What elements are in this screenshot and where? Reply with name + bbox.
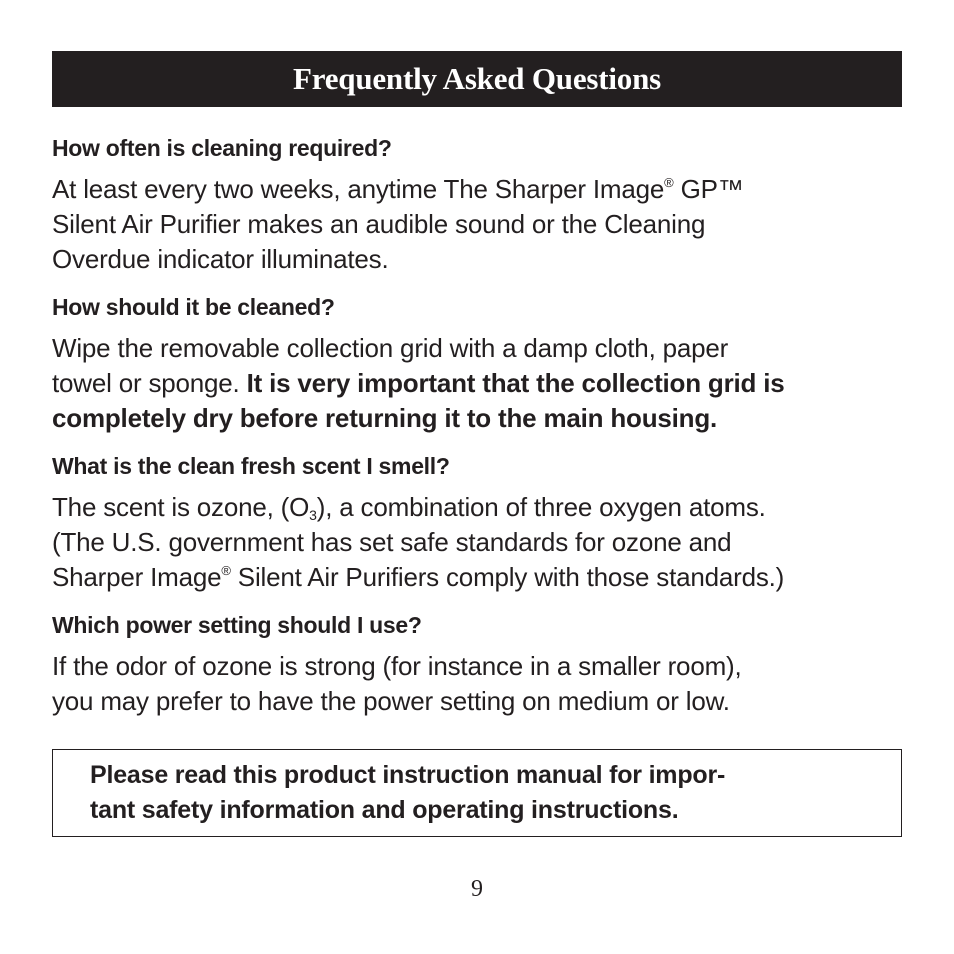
page-title-bar	[52, 51, 902, 107]
answer-text: The scent is ozone, (O	[52, 492, 310, 522]
answer-text: Sharper Image	[52, 562, 222, 592]
safety-notice-text	[90, 758, 877, 828]
faq-answer-scent	[52, 490, 902, 595]
answer-text: At least every two weeks, anytime The Sharper Image	[52, 174, 665, 204]
answer-text: ), a combination of three oxygen atoms.	[316, 492, 766, 522]
faq-answer-power-setting	[52, 649, 902, 719]
faq-question-cleaning-method: How should it be cleaned?	[52, 294, 335, 320]
faq-content	[52, 132, 902, 719]
answer-text: (The U.S. government has set safe standards for ozone and	[52, 527, 732, 557]
notice-line: Please read this product instruction manual for impor-	[90, 761, 726, 789]
faq-question-cleaning-frequency: How often is cleaning required?	[52, 135, 392, 161]
faq-answer-cleaning-frequency	[52, 172, 902, 277]
answer-text: If the odor of ozone is strong (for instance in a smaller room),	[52, 651, 742, 681]
faq-question-power-setting: Which power setting should I use?	[52, 612, 422, 638]
faq-question-scent: What is the clean fresh scent I smell?	[52, 453, 450, 479]
answer-text: towel or sponge.	[52, 368, 247, 398]
answer-text: Wipe the removable collection grid with a damp cloth, paper	[52, 333, 729, 363]
registered-mark: ®	[664, 175, 674, 190]
answer-emphasis: It is very important that the collection grid is	[246, 368, 785, 398]
answer-text: Silent Air Purifiers comply with those standards.)	[230, 562, 785, 592]
registered-mark: ®	[221, 563, 231, 578]
safety-notice-box	[52, 749, 902, 837]
answer-text: GP™	[673, 174, 744, 204]
answer-text: Overdue indicator illuminates.	[52, 244, 389, 274]
answer-text: Silent Air Purifier makes an audible sound or the Cleaning	[52, 209, 706, 239]
notice-line: tant safety information and operating instructions.	[90, 796, 679, 824]
page-title: Frequently Asked Questions	[292, 61, 661, 96]
subscript-three: 3	[309, 507, 317, 523]
page-number: 9	[471, 876, 483, 902]
faq-answer-cleaning-method	[52, 331, 902, 436]
answer-emphasis: completely dry before returning it to the main housing.	[52, 403, 718, 433]
answer-text: you may prefer to have the power setting on medium or low.	[52, 686, 730, 716]
